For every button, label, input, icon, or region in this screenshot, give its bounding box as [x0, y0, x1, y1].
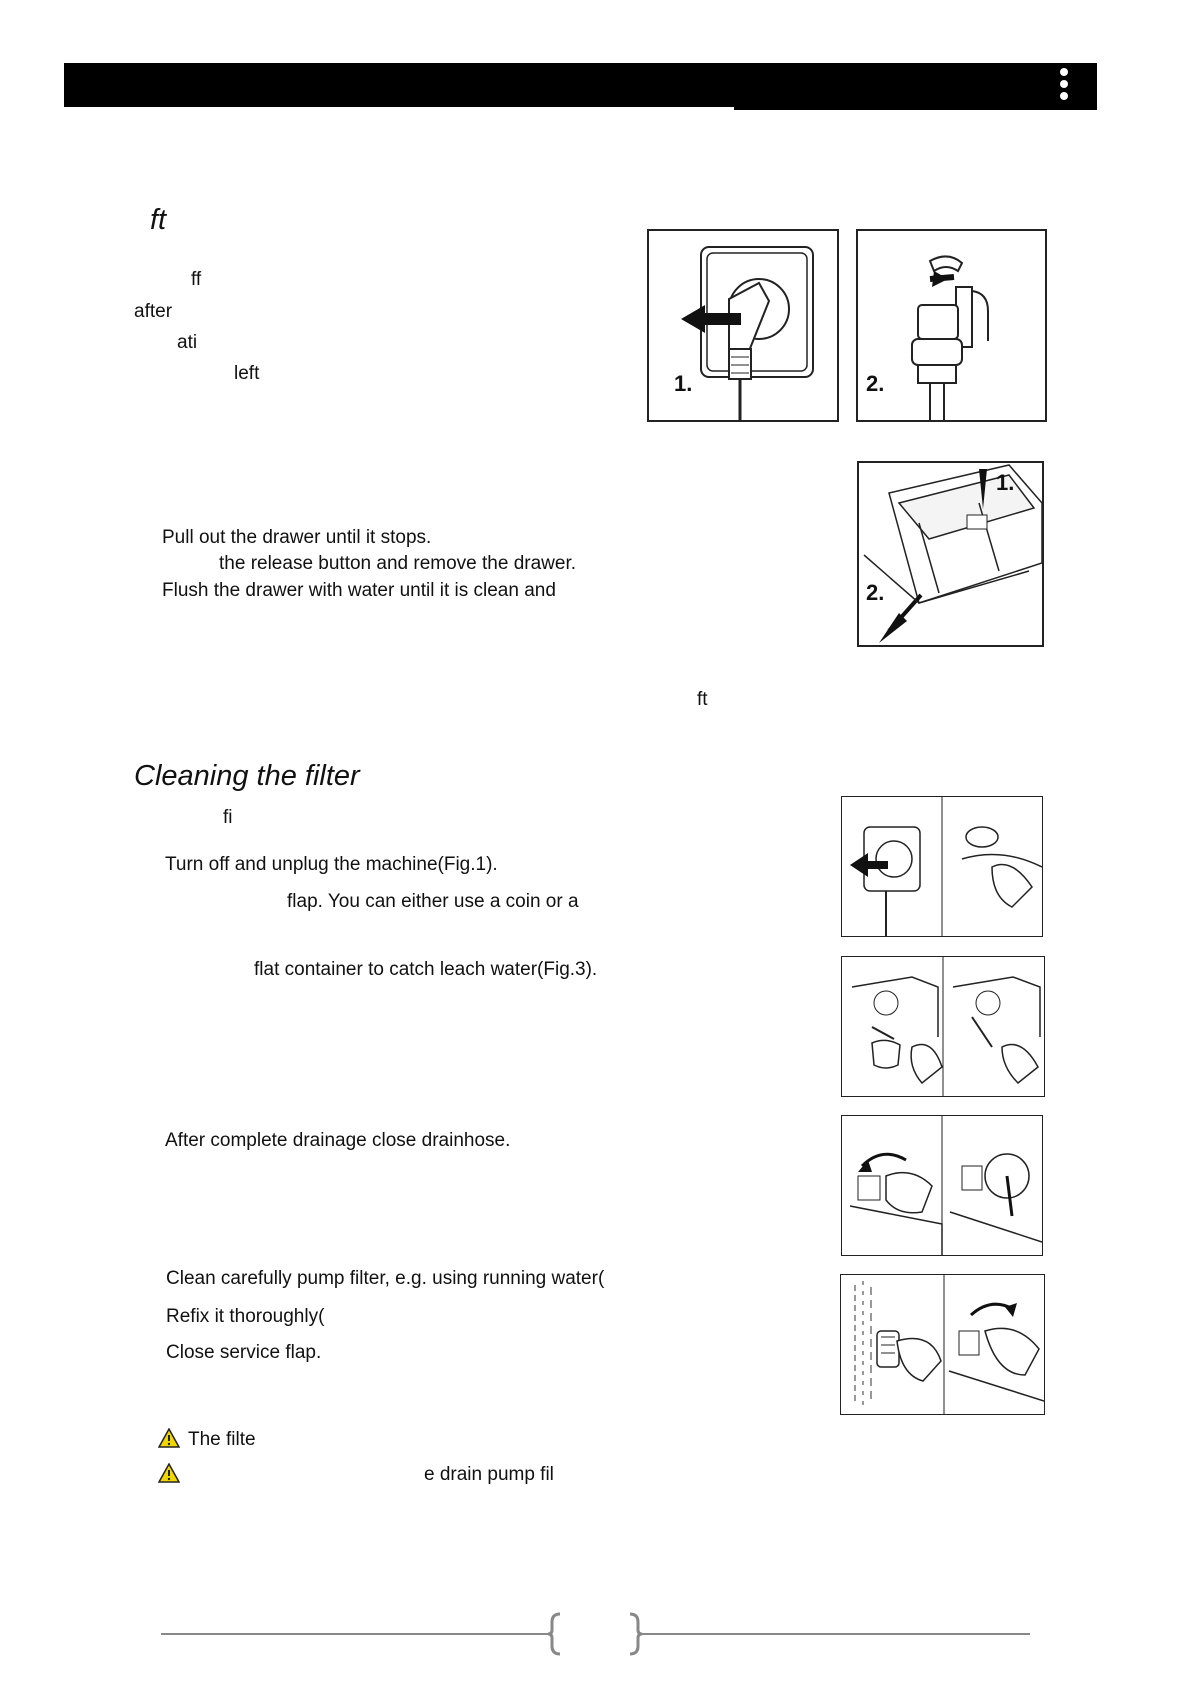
filter-figure-1 — [841, 796, 1043, 937]
page-number-bracket-left — [548, 1612, 562, 1661]
step-text: Flush the drawer with water until it is clean and — [162, 580, 556, 601]
filter-figure-4 — [840, 1274, 1045, 1415]
step-text: flat container to catch leach water(Fig.3). — [254, 959, 598, 980]
step-text: the release button and remove the drawer. — [219, 553, 577, 574]
section-title-fragment: ft — [150, 204, 167, 236]
tap-figure — [856, 229, 1047, 422]
warning-icon — [158, 1428, 180, 1448]
text-fragment: ft — [697, 689, 708, 710]
section-title: Cleaning the filter — [134, 760, 360, 792]
filter-figure-3 — [841, 1115, 1043, 1256]
menu-dots-icon — [1058, 68, 1070, 106]
text-fragment: after — [134, 301, 173, 322]
header-bar-right — [734, 63, 1097, 110]
step-text: Close service flap. — [166, 1342, 322, 1363]
step-text: After complete drainage close drainhose. — [165, 1130, 511, 1151]
step-text: Pull out the drawer until it stops. — [162, 527, 432, 548]
text-fragment: ff — [191, 269, 202, 290]
warning-text: e drain pump fil — [424, 1464, 554, 1485]
figure-label: 1. — [996, 470, 1015, 495]
step-text: Clean carefully pump filter, e.g. using running water( — [166, 1268, 605, 1289]
drawer-figure — [857, 461, 1044, 647]
page-number-bracket-right — [628, 1612, 642, 1661]
footer-line-left — [161, 1633, 550, 1635]
figure-label: 2. — [866, 580, 885, 605]
step-text: flap. You can either use a coin or a — [287, 891, 579, 912]
figure-label: 1. — [674, 371, 693, 396]
filter-figure-2 — [841, 956, 1045, 1097]
header-bar — [64, 63, 734, 107]
step-text: Refix it thoroughly( — [166, 1306, 325, 1327]
warning-text: The filte — [188, 1429, 256, 1450]
figure-label: 2. — [866, 371, 885, 396]
warning-icon — [158, 1463, 180, 1483]
text-fragment: ati — [177, 332, 198, 353]
text-fragment: left — [234, 363, 260, 384]
text-fragment: fi — [223, 807, 233, 828]
step-text: Turn off and unplug the machine(Fig.1). — [165, 854, 498, 875]
footer-line-right — [642, 1633, 1030, 1635]
